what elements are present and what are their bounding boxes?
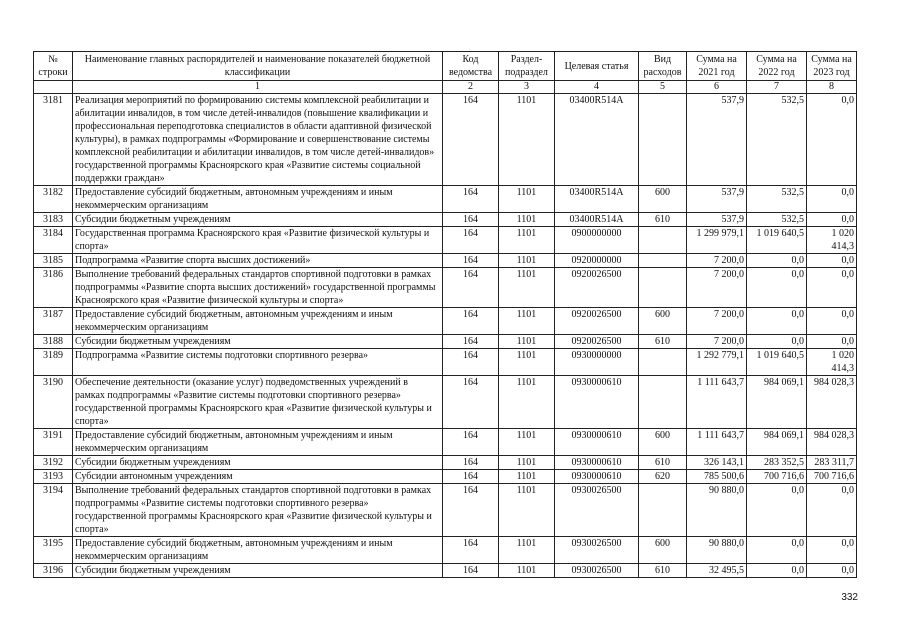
row-sum-2022: 984 069,1 <box>747 376 807 429</box>
row-section: 1101 <box>499 94 555 186</box>
row-target-item: 0930026500 <box>555 564 639 578</box>
row-section: 1101 <box>499 537 555 564</box>
row-section: 1101 <box>499 564 555 578</box>
column-number: 6 <box>687 81 747 94</box>
column-number: 3 <box>499 81 555 94</box>
row-sum-2023: 0,0 <box>807 484 857 537</box>
row-sum-2022: 984 069,1 <box>747 429 807 456</box>
column-number: 7 <box>747 81 807 94</box>
row-target-item: 0930000610 <box>555 376 639 429</box>
table-row <box>34 335 857 349</box>
table-row <box>34 227 857 254</box>
row-department-code: 164 <box>443 564 499 578</box>
table-row <box>34 268 857 308</box>
row-department-code: 164 <box>443 254 499 268</box>
row-section: 1101 <box>499 308 555 335</box>
row-section: 1101 <box>499 254 555 268</box>
row-sum-2023: 984 028,3 <box>807 376 857 429</box>
row-name: Предоставление субсидий бюджетным, автономным учреждениям и иным некоммерческим организациям <box>73 186 443 213</box>
column-number <box>34 81 73 94</box>
row-expense-type: 600 <box>639 429 687 456</box>
row-section: 1101 <box>499 470 555 484</box>
row-target-item: 03400R514A <box>555 213 639 227</box>
row-number: 3182 <box>34 186 73 213</box>
row-section: 1101 <box>499 227 555 254</box>
row-sum-2023: 1 020 414,3 <box>807 349 857 376</box>
row-section: 1101 <box>499 186 555 213</box>
row-sum-2021: 1 111 643,7 <box>687 376 747 429</box>
table-row <box>34 429 857 456</box>
row-sum-2022: 0,0 <box>747 308 807 335</box>
row-number: 3192 <box>34 456 73 470</box>
row-expense-type: 610 <box>639 213 687 227</box>
row-section: 1101 <box>499 429 555 456</box>
row-department-code: 164 <box>443 308 499 335</box>
row-name: Подпрограмма «Развитие спорта высших достижений» <box>73 254 443 268</box>
row-sum-2022: 1 019 640,5 <box>747 227 807 254</box>
header-expense-type: Вид расходов <box>639 52 687 81</box>
header-sum-2021: Сумма на 2021 год <box>687 52 747 81</box>
table-row <box>34 254 857 268</box>
column-number: 1 <box>73 81 443 94</box>
row-sum-2022: 1 019 640,5 <box>747 349 807 376</box>
row-sum-2021: 785 500,6 <box>687 470 747 484</box>
row-sum-2022: 532,5 <box>747 213 807 227</box>
row-target-item: 0920026500 <box>555 268 639 308</box>
row-expense-type <box>639 254 687 268</box>
row-sum-2021: 90 880,0 <box>687 537 747 564</box>
row-number: 3183 <box>34 213 73 227</box>
row-sum-2023: 0,0 <box>807 537 857 564</box>
row-sum-2021: 537,9 <box>687 186 747 213</box>
row-name: Предоставление субсидий бюджетным, автономным учреждениям и иным некоммерческим организациям <box>73 537 443 564</box>
column-number: 2 <box>443 81 499 94</box>
row-name: Предоставление субсидий бюджетным, автономным учреждениям и иным некоммерческим организациям <box>73 429 443 456</box>
row-expense-type <box>639 484 687 537</box>
header-name: Наименование главных распорядителей и наименование показателей бюджетной классификации <box>73 52 443 81</box>
row-sum-2021: 1 292 779,1 <box>687 349 747 376</box>
row-sum-2023: 0,0 <box>807 268 857 308</box>
row-department-code: 164 <box>443 227 499 254</box>
row-sum-2023: 1 020 414,3 <box>807 227 857 254</box>
table-row <box>34 213 857 227</box>
row-sum-2022: 0,0 <box>747 268 807 308</box>
row-target-item: 03400R514A <box>555 186 639 213</box>
row-number: 3196 <box>34 564 73 578</box>
row-target-item: 0930000610 <box>555 429 639 456</box>
row-section: 1101 <box>499 213 555 227</box>
column-number: 4 <box>555 81 639 94</box>
table-body <box>34 94 857 578</box>
row-expense-type: 610 <box>639 564 687 578</box>
header-sum-2023: Сумма на 2023 год <box>807 52 857 81</box>
row-section: 1101 <box>499 484 555 537</box>
row-sum-2021: 7 200,0 <box>687 254 747 268</box>
row-sum-2023: 700 716,6 <box>807 470 857 484</box>
table-row <box>34 456 857 470</box>
row-number: 3191 <box>34 429 73 456</box>
row-name: Обеспечение деятельности (оказание услуг) подведомственных учреждений в рамках подпрограммы «Развитие системы подготовки спортивного резерва» государственной программы Красноярского края «Развитие физической культуры и спорта» <box>73 376 443 429</box>
row-sum-2022: 532,5 <box>747 186 807 213</box>
row-name: Субсидии бюджетным учреждениям <box>73 213 443 227</box>
row-sum-2023: 0,0 <box>807 213 857 227</box>
row-target-item: 03400R514A <box>555 94 639 186</box>
row-name: Предоставление субсидий бюджетным, автономным учреждениям и иным некоммерческим организациям <box>73 308 443 335</box>
table-row <box>34 94 857 186</box>
row-name: Субсидии бюджетным учреждениям <box>73 564 443 578</box>
table-row <box>34 186 857 213</box>
row-sum-2022: 0,0 <box>747 254 807 268</box>
row-department-code: 164 <box>443 213 499 227</box>
row-department-code: 164 <box>443 470 499 484</box>
row-sum-2021: 7 200,0 <box>687 308 747 335</box>
row-department-code: 164 <box>443 349 499 376</box>
row-sum-2021: 7 200,0 <box>687 268 747 308</box>
row-sum-2022: 0,0 <box>747 537 807 564</box>
row-number: 3186 <box>34 268 73 308</box>
row-sum-2021: 7 200,0 <box>687 335 747 349</box>
row-department-code: 164 <box>443 335 499 349</box>
row-number: 3195 <box>34 537 73 564</box>
row-section: 1101 <box>499 456 555 470</box>
table-row <box>34 537 857 564</box>
row-expense-type: 600 <box>639 186 687 213</box>
column-number: 8 <box>807 81 857 94</box>
row-sum-2022: 700 716,6 <box>747 470 807 484</box>
row-sum-2023: 0,0 <box>807 94 857 186</box>
row-sum-2022: 0,0 <box>747 564 807 578</box>
row-target-item: 0930000000 <box>555 349 639 376</box>
header-target-item: Целевая статья <box>555 52 639 81</box>
row-name: Субсидии автономным учреждениям <box>73 470 443 484</box>
row-department-code: 164 <box>443 186 499 213</box>
row-expense-type <box>639 227 687 254</box>
header-section: Раздел-подраздел <box>499 52 555 81</box>
row-number: 3190 <box>34 376 73 429</box>
document-page <box>33 51 856 578</box>
row-sum-2021: 537,9 <box>687 213 747 227</box>
row-name: Субсидии бюджетным учреждениям <box>73 335 443 349</box>
row-expense-type <box>639 349 687 376</box>
row-department-code: 164 <box>443 94 499 186</box>
row-number: 3189 <box>34 349 73 376</box>
row-target-item: 0930000610 <box>555 470 639 484</box>
row-target-item: 0900000000 <box>555 227 639 254</box>
page-number: 332 <box>841 592 858 603</box>
row-sum-2023: 283 311,7 <box>807 456 857 470</box>
row-expense-type: 610 <box>639 335 687 349</box>
table-header <box>34 52 857 94</box>
row-number: 3193 <box>34 470 73 484</box>
row-target-item: 0930000610 <box>555 456 639 470</box>
row-name: Субсидии бюджетным учреждениям <box>73 456 443 470</box>
row-number: 3187 <box>34 308 73 335</box>
row-sum-2022: 532,5 <box>747 94 807 186</box>
row-target-item: 0920000000 <box>555 254 639 268</box>
row-sum-2021: 1 111 643,7 <box>687 429 747 456</box>
row-expense-type <box>639 376 687 429</box>
row-sum-2021: 1 299 979,1 <box>687 227 747 254</box>
row-sum-2022: 283 352,5 <box>747 456 807 470</box>
row-sum-2021: 537,9 <box>687 94 747 186</box>
row-number: 3185 <box>34 254 73 268</box>
row-number: 3188 <box>34 335 73 349</box>
header-row-number: № строки <box>34 52 73 81</box>
column-number: 5 <box>639 81 687 94</box>
row-name: Выполнение требований федеральных стандартов спортивной подготовки в рамках подпрограммы «Развитие спорта высших достижений» государственной программы Красноярского края «Развитие физической культуры и спорта» <box>73 268 443 308</box>
row-expense-type <box>639 94 687 186</box>
row-name: Реализация мероприятий по формированию системы комплексной реабилитации и абилитации инвалидов, в том числе детей-инвалидов (повышение квалификации и профессиональная переподготовка специалистов в области адаптивной физической культуры), в рамках подпрограммы «Формирование и совершенствование системы комплексной реабилитации и абилитации инвалидов, в том числе детей-инвалидов» государственной программы Красноярского края «Развитие системы социальной поддержки граждан» <box>73 94 443 186</box>
row-sum-2023: 0,0 <box>807 254 857 268</box>
row-sum-2021: 326 143,1 <box>687 456 747 470</box>
row-expense-type: 620 <box>639 470 687 484</box>
row-sum-2023: 0,0 <box>807 335 857 349</box>
table-row <box>34 308 857 335</box>
row-name: Подпрограмма «Развитие системы подготовки спортивного резерва» <box>73 349 443 376</box>
row-sum-2021: 90 880,0 <box>687 484 747 537</box>
budget-table <box>33 51 857 578</box>
row-target-item: 0920026500 <box>555 308 639 335</box>
row-department-code: 164 <box>443 456 499 470</box>
row-department-code: 164 <box>443 376 499 429</box>
row-target-item: 0920026500 <box>555 335 639 349</box>
column-number-row <box>34 81 857 94</box>
row-expense-type: 600 <box>639 308 687 335</box>
row-target-item: 0930026500 <box>555 537 639 564</box>
table-row <box>34 564 857 578</box>
row-department-code: 164 <box>443 484 499 537</box>
table-row <box>34 349 857 376</box>
row-sum-2022: 0,0 <box>747 484 807 537</box>
row-number: 3194 <box>34 484 73 537</box>
header-sum-2022: Сумма на 2022 год <box>747 52 807 81</box>
table-row <box>34 484 857 537</box>
row-department-code: 164 <box>443 268 499 308</box>
row-name: Выполнение требований федеральных стандартов спортивной подготовки в рамках подпрограммы «Развитие системы подготовки спортивного резерва» государственной программы Красноярского края «Развитие физической культуры и спорта» <box>73 484 443 537</box>
row-expense-type <box>639 268 687 308</box>
row-number: 3181 <box>34 94 73 186</box>
row-sum-2023: 0,0 <box>807 186 857 213</box>
row-sum-2023: 984 028,3 <box>807 429 857 456</box>
row-section: 1101 <box>499 349 555 376</box>
row-target-item: 0930026500 <box>555 484 639 537</box>
row-department-code: 164 <box>443 537 499 564</box>
row-sum-2023: 0,0 <box>807 564 857 578</box>
header-row <box>34 52 857 81</box>
row-section: 1101 <box>499 376 555 429</box>
row-expense-type: 610 <box>639 456 687 470</box>
row-expense-type: 600 <box>639 537 687 564</box>
row-name: Государственная программа Красноярского края «Развитие физической культуры и спорта» <box>73 227 443 254</box>
row-sum-2022: 0,0 <box>747 335 807 349</box>
header-department-code: Код ведомства <box>443 52 499 81</box>
row-number: 3184 <box>34 227 73 254</box>
row-section: 1101 <box>499 335 555 349</box>
row-department-code: 164 <box>443 429 499 456</box>
table-row <box>34 376 857 429</box>
row-sum-2021: 32 495,5 <box>687 564 747 578</box>
row-section: 1101 <box>499 268 555 308</box>
row-sum-2023: 0,0 <box>807 308 857 335</box>
table-row <box>34 470 857 484</box>
